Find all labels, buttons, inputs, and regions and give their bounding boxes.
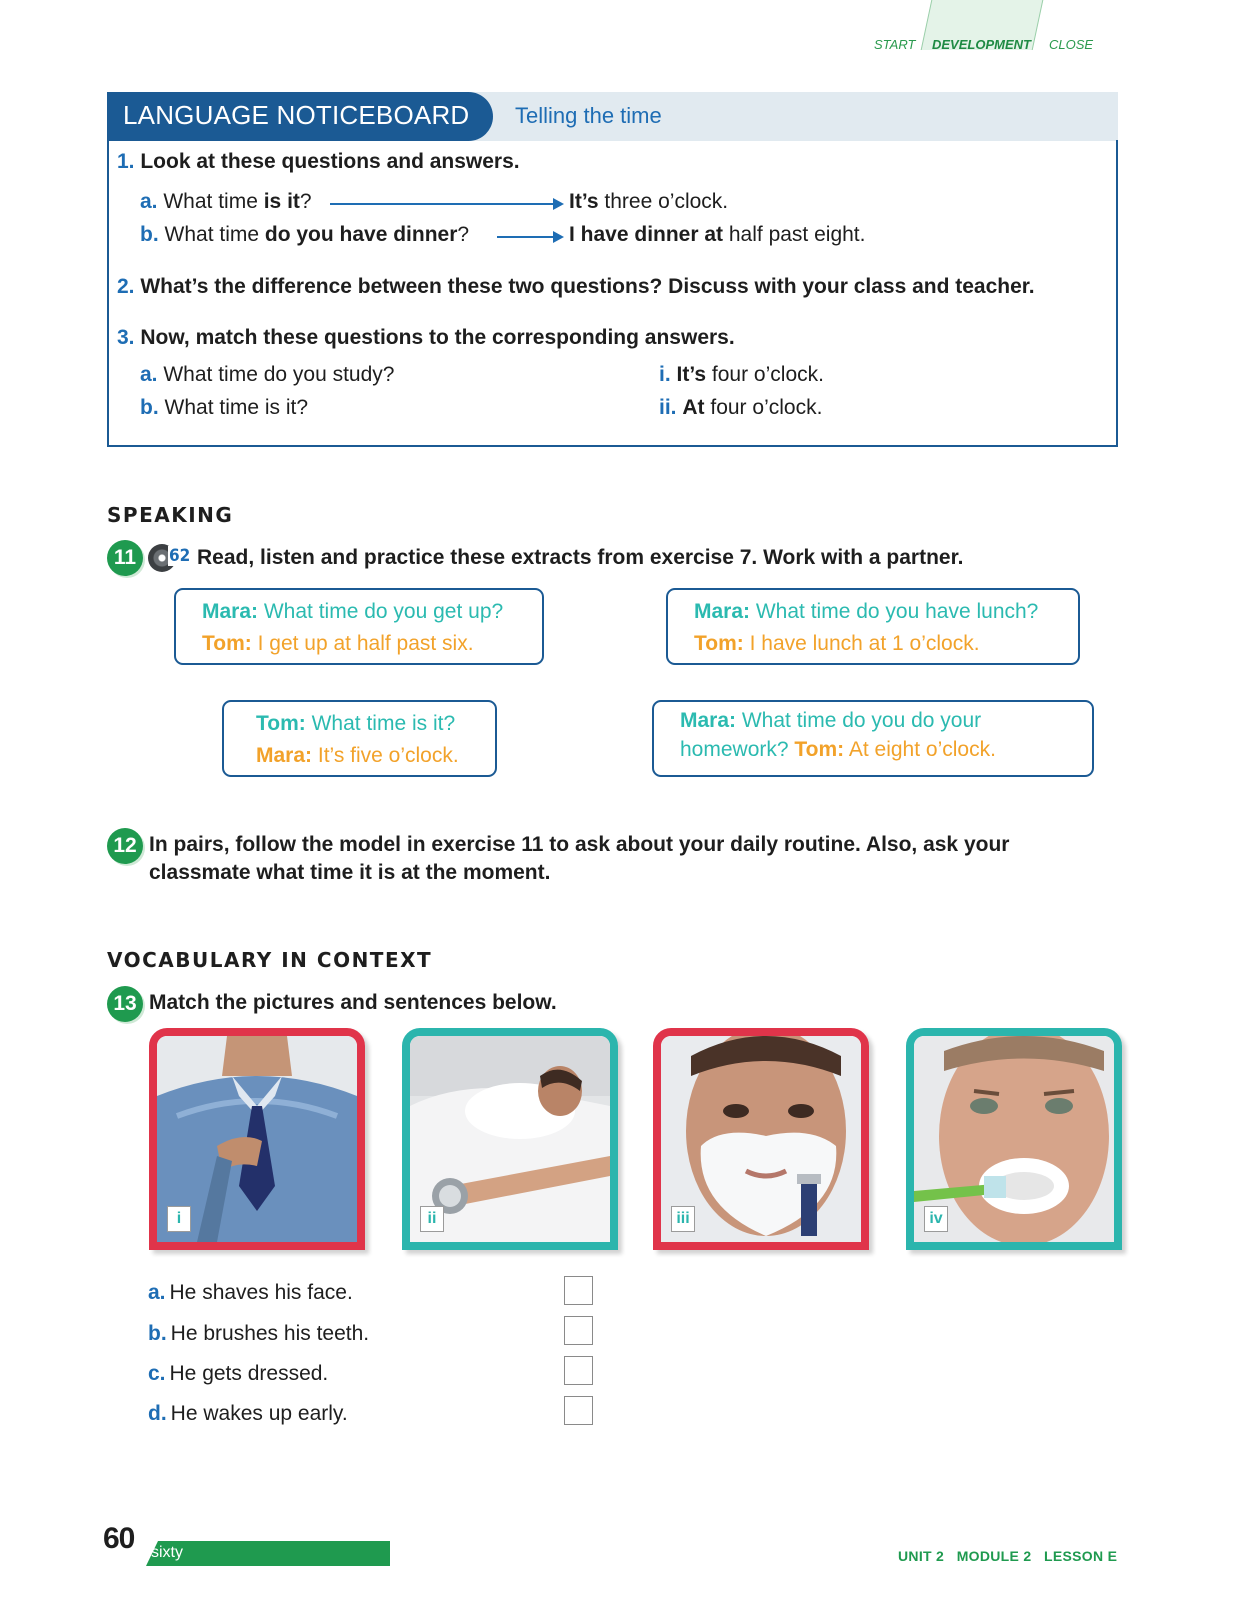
nb-q3-i — [659, 363, 824, 387]
exercise-13-number: 13 — [107, 986, 143, 1022]
nb-q3-i-bold: It’s — [676, 363, 707, 386]
nb-q1-a-pre: What time — [163, 190, 264, 213]
answer-box-a[interactable] — [564, 1276, 593, 1305]
nb-q1-b-post: ? — [457, 223, 470, 246]
photo-getting-dressed — [149, 1028, 365, 1250]
photo-label: iv — [924, 1206, 948, 1232]
sentence-d — [148, 1402, 348, 1426]
nb-q1-a-ans-rest: three o’clock. — [598, 190, 729, 213]
nb-q2 — [117, 275, 1035, 299]
dialogue-bubble-3 — [222, 700, 497, 777]
nb-q3-b-text: What time is it? — [164, 396, 309, 419]
speaker: Mara: — [202, 600, 259, 623]
dialogue-line: At eight o’clock. — [844, 738, 996, 761]
nb-q3 — [117, 326, 735, 350]
sentence-a — [148, 1281, 353, 1305]
sentence-label: b. — [148, 1322, 167, 1345]
stage-close: CLOSE — [1049, 37, 1094, 52]
dialogue-bubble-2 — [666, 588, 1080, 665]
page-word: sixty — [151, 1544, 183, 1561]
sentence-label: c. — [148, 1362, 166, 1385]
nb-q1-text: Look at these questions and answers. — [140, 150, 520, 173]
dialogue-line: What time do you do your — [736, 709, 982, 732]
sentence-text: He gets dressed. — [169, 1362, 329, 1385]
nb-q3-num: 3. — [117, 326, 135, 349]
speaker: Tom: — [202, 632, 252, 655]
sentence-c — [148, 1362, 328, 1386]
lesson-stage-bar — [860, 0, 1120, 60]
speaker: Mara: — [256, 744, 313, 767]
nb-q1-b-label: b. — [140, 223, 159, 246]
speaker: Tom: — [694, 632, 744, 655]
nb-q3-text: Now, match these questions to the corresponding answers. — [140, 326, 735, 349]
nb-q2-num: 2. — [117, 275, 135, 298]
answer-box-d[interactable] — [564, 1396, 593, 1425]
page-number: 60 — [103, 1522, 135, 1555]
exercise-11-number: 11 — [107, 540, 143, 576]
nb-q3-ii-rest: four o’clock. — [704, 396, 823, 419]
exercise-13-instruction: Match the pictures and sentences below. — [149, 991, 557, 1014]
nb-q1-b-pre: What time — [164, 223, 265, 246]
speaking-heading: SPEAKING — [107, 503, 234, 527]
nb-q1-a-bold: is it — [263, 190, 300, 213]
photo-label: i — [167, 1206, 191, 1232]
nb-q3-b — [140, 396, 308, 420]
speaker: Mara: — [694, 600, 751, 623]
sentence-label: a. — [148, 1281, 166, 1304]
sentence-text: He brushes his teeth. — [170, 1322, 370, 1345]
photo-waking-up — [402, 1028, 618, 1250]
dialogue-line: What time is it? — [305, 712, 456, 735]
nb-q2-text: What’s the difference between these two questions? Discuss with your class and teacher. — [140, 275, 1035, 298]
nb-q1-a-question — [140, 190, 312, 214]
exercise-12-instruction — [149, 831, 1009, 887]
dialogue-bubble-1 — [174, 588, 544, 665]
nb-q1-num: 1. — [117, 150, 135, 173]
nb-q3-a — [140, 363, 394, 387]
sentence-text: He wakes up early. — [170, 1402, 348, 1425]
stage-development: DEVELOPMENT — [932, 37, 1031, 52]
noticeboard-subtitle: Telling the time — [515, 103, 662, 128]
exercise-12-line-1: In pairs, follow the model in exercise 11 to ask about your daily routine. Also, ask your — [149, 833, 1010, 856]
dialogue-bubble-4 — [652, 700, 1094, 777]
dialogue-line: I have lunch at 1 o’clock. — [743, 632, 980, 655]
photo-label: iii — [671, 1206, 695, 1232]
dialogue-line: What time do you have lunch? — [750, 600, 1039, 623]
nb-q3-a-label: a. — [140, 363, 158, 386]
speaker: Mara: — [680, 709, 737, 732]
audio-track-icon[interactable] — [148, 542, 190, 574]
sentence-label: d. — [148, 1402, 167, 1425]
vocabulary-heading: VOCABULARY IN CONTEXT — [107, 948, 433, 972]
nb-q1-b-question — [140, 223, 469, 247]
nb-q1-b-answer — [569, 223, 865, 247]
dialogue-line: What time do you get up? — [258, 600, 504, 623]
nb-q3-i-rest: four o’clock. — [706, 363, 824, 386]
nb-q1-a-answer — [569, 190, 728, 214]
nb-q3-ii-bold: At — [682, 396, 705, 419]
nb-q1-a-post: ? — [299, 190, 312, 213]
stage-start: START — [874, 37, 916, 52]
sentence-text: He shaves his face. — [169, 1281, 353, 1304]
exercise-12-line-2: classmate what time it is at the moment. — [149, 861, 551, 884]
photo-brushing-teeth — [906, 1028, 1122, 1250]
track-number: 62 — [169, 546, 191, 566]
speaker: Tom: — [256, 712, 306, 735]
arrow-b — [497, 236, 562, 238]
exercise-12-number: 12 — [107, 828, 143, 864]
nb-q1 — [117, 150, 520, 174]
nb-q3-i-label: i. — [659, 363, 671, 386]
nb-q3-ii-label: ii. — [659, 396, 677, 419]
answer-box-c[interactable] — [564, 1356, 593, 1385]
nb-q1-a-label: a. — [140, 190, 158, 213]
dialogue-line: homework? — [680, 738, 789, 761]
arrow-a — [330, 203, 562, 205]
nb-q1-a-ans-bold: It’s — [569, 190, 599, 213]
unit-module-lesson: UNIT 2 MODULE 2 LESSON E — [898, 1548, 1118, 1564]
speaker: Tom: — [794, 738, 845, 761]
dialogue-line: I get up at half past six. — [251, 632, 474, 655]
answer-box-b[interactable] — [564, 1316, 593, 1345]
nb-q1-b-ans-rest: half past eight. — [723, 223, 866, 246]
nb-q3-a-text: What time do you study? — [163, 363, 395, 386]
nb-q1-b-bold: do you have dinner — [264, 223, 458, 246]
nb-q1-b-ans-bold: I have dinner at — [569, 223, 724, 246]
dialogue-line: It’s five o’clock. — [312, 744, 459, 767]
photo-shaving — [653, 1028, 869, 1250]
sentence-b — [148, 1322, 369, 1346]
nb-q3-b-label: b. — [140, 396, 159, 419]
exercise-11-instruction: Read, listen and practice these extracts from exercise 7. Work with a partner. — [197, 546, 964, 569]
noticeboard-title: LANGUAGE NOTICEBOARD — [107, 92, 493, 141]
nb-q3-ii — [659, 396, 822, 420]
photo-label: ii — [420, 1206, 444, 1232]
